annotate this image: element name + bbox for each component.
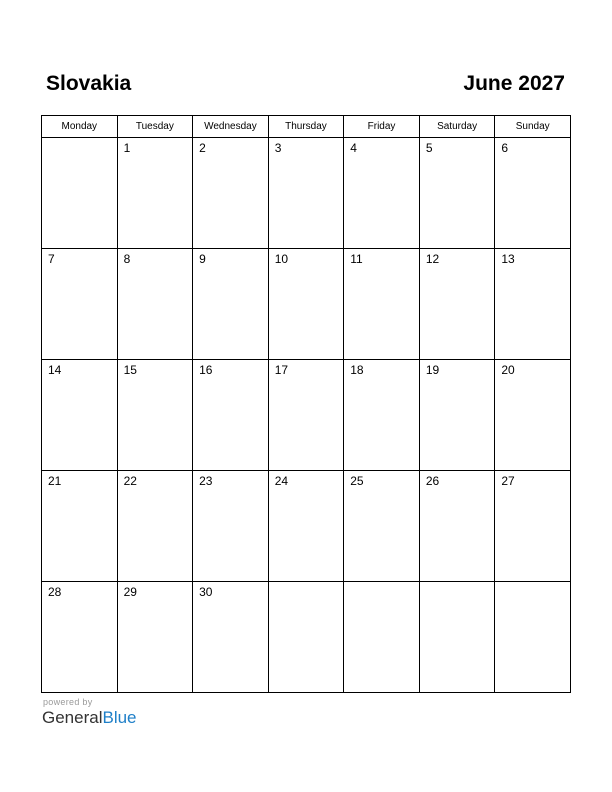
day-cell bbox=[495, 360, 571, 471]
day-cell bbox=[419, 138, 495, 249]
day-cell bbox=[117, 138, 193, 249]
day-number: 21 bbox=[48, 474, 62, 488]
day-number bbox=[420, 582, 495, 585]
footer-branding bbox=[42, 697, 137, 728]
day-number: 8 bbox=[123, 252, 131, 266]
day-cell bbox=[117, 582, 193, 693]
powered-by-text: powered by bbox=[43, 697, 93, 707]
day-number: 24 bbox=[274, 474, 289, 488]
day-cell bbox=[42, 471, 118, 582]
day-number: 13 bbox=[501, 252, 515, 266]
day-number: 1 bbox=[123, 141, 131, 155]
day-number: 30 bbox=[199, 585, 213, 599]
day-cell bbox=[268, 471, 344, 582]
day-number: 3 bbox=[274, 141, 282, 155]
day-number: 28 bbox=[48, 585, 62, 599]
day-cell bbox=[117, 360, 193, 471]
day-cell bbox=[495, 471, 571, 582]
brand-name-part2: Blue bbox=[102, 708, 137, 727]
day-number: 12 bbox=[425, 252, 440, 266]
day-number bbox=[269, 582, 344, 585]
month-year-title: June 2027 bbox=[463, 72, 565, 95]
week-row bbox=[42, 249, 571, 360]
day-number bbox=[42, 138, 117, 141]
day-cell bbox=[344, 249, 420, 360]
day-cell bbox=[268, 138, 344, 249]
day-number: 10 bbox=[274, 252, 289, 266]
day-cell bbox=[193, 471, 269, 582]
day-cell bbox=[344, 582, 420, 693]
day-cell bbox=[495, 249, 571, 360]
day-number: 11 bbox=[350, 252, 363, 266]
day-cell bbox=[42, 138, 118, 249]
weekday-header: Saturday bbox=[419, 116, 495, 138]
weekday-header: Sunday bbox=[495, 116, 571, 138]
day-cell bbox=[344, 471, 420, 582]
weekday-header: Thursday bbox=[268, 116, 344, 138]
day-number: 19 bbox=[425, 363, 440, 377]
day-cell bbox=[42, 249, 118, 360]
calendar-grid bbox=[41, 115, 571, 693]
day-cell bbox=[42, 360, 118, 471]
day-cell bbox=[268, 249, 344, 360]
day-number: 18 bbox=[350, 363, 364, 377]
day-number: 25 bbox=[350, 474, 364, 488]
brand-name-part1: General bbox=[42, 708, 103, 727]
day-number: 26 bbox=[425, 474, 440, 488]
weekday-header: Wednesday bbox=[193, 116, 269, 138]
week-row bbox=[42, 471, 571, 582]
day-cell bbox=[419, 249, 495, 360]
day-number: 23 bbox=[199, 474, 213, 488]
day-cell bbox=[193, 138, 269, 249]
day-number: 5 bbox=[425, 141, 433, 155]
week-row bbox=[42, 582, 571, 693]
day-number: 9 bbox=[199, 252, 206, 266]
day-cell bbox=[344, 138, 420, 249]
day-cell bbox=[495, 138, 571, 249]
day-number: 16 bbox=[199, 363, 213, 377]
day-cell bbox=[117, 471, 193, 582]
day-number: 20 bbox=[501, 363, 515, 377]
day-cell bbox=[193, 582, 269, 693]
weekday-header-row bbox=[42, 116, 571, 138]
day-cell bbox=[193, 360, 269, 471]
day-number bbox=[495, 582, 570, 585]
day-cell bbox=[268, 582, 344, 693]
day-cell bbox=[117, 249, 193, 360]
day-number: 15 bbox=[123, 363, 137, 377]
day-number: 2 bbox=[199, 141, 206, 155]
day-cell bbox=[344, 360, 420, 471]
day-number: 14 bbox=[48, 363, 62, 377]
week-row bbox=[42, 360, 571, 471]
week-row bbox=[42, 138, 571, 249]
day-cell bbox=[268, 360, 344, 471]
day-number: 17 bbox=[274, 363, 289, 377]
day-number bbox=[344, 582, 419, 585]
weekday-header: Tuesday bbox=[117, 116, 193, 138]
weekday-header: Monday bbox=[42, 116, 118, 138]
day-number: 29 bbox=[123, 585, 137, 599]
day-number: 27 bbox=[501, 474, 515, 488]
day-cell bbox=[193, 249, 269, 360]
day-number: 6 bbox=[501, 141, 509, 155]
day-cell bbox=[42, 582, 118, 693]
country-title: Slovakia bbox=[46, 72, 132, 95]
day-cell bbox=[419, 582, 495, 693]
day-cell bbox=[495, 582, 571, 693]
weekday-header: Friday bbox=[344, 116, 420, 138]
day-number: 4 bbox=[350, 141, 357, 155]
day-number: 22 bbox=[123, 474, 137, 488]
day-number: 7 bbox=[48, 252, 55, 266]
day-cell bbox=[419, 471, 495, 582]
day-cell bbox=[419, 360, 495, 471]
brand-logo[interactable] bbox=[42, 708, 137, 728]
